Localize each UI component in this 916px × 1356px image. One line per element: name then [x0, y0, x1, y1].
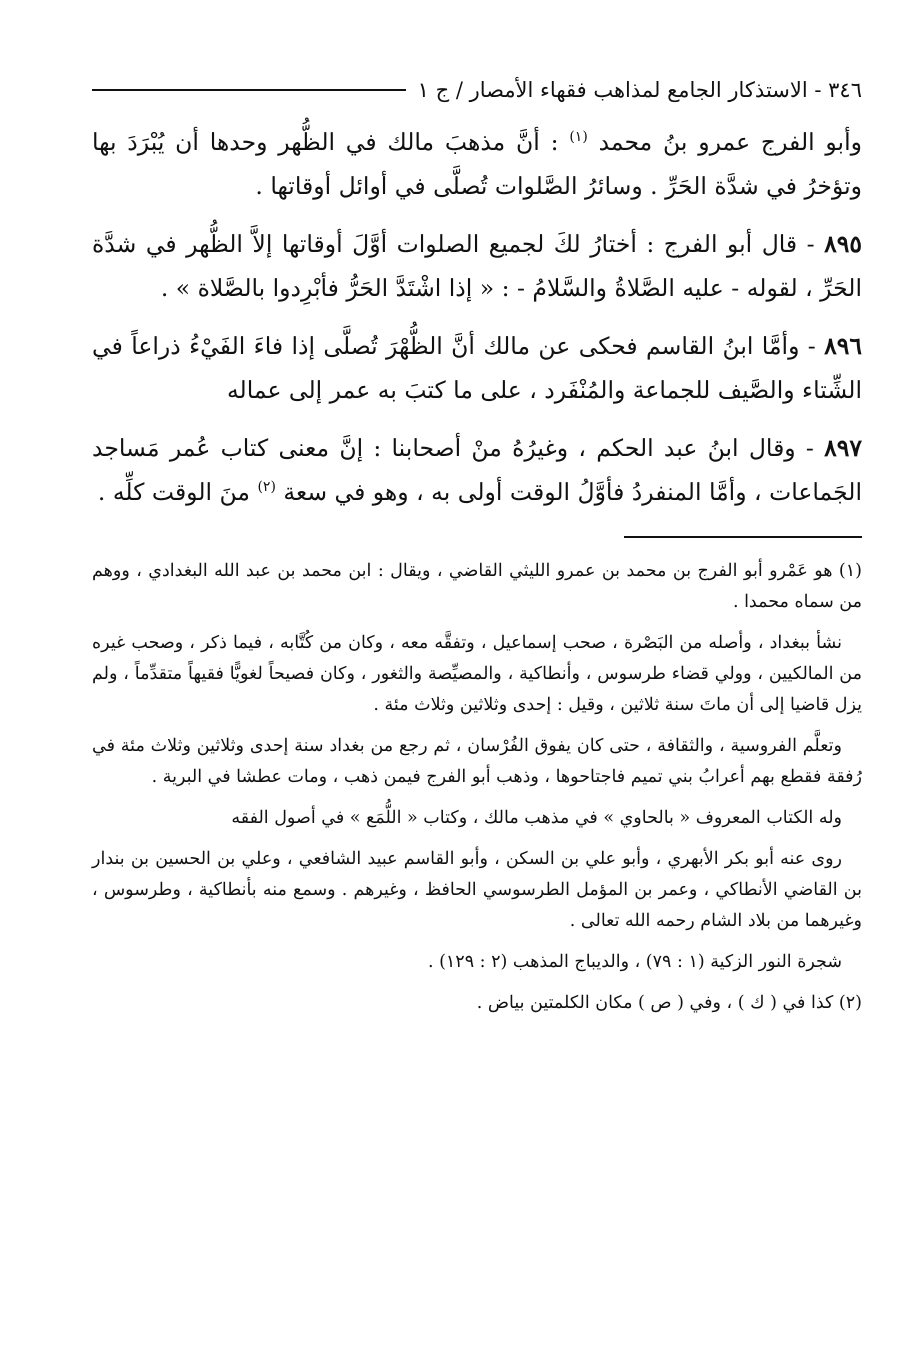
- footnote-ref-1: (١): [569, 129, 588, 146]
- main-text: [92, 120, 862, 514]
- paragraph-897: [92, 426, 862, 514]
- paragraph-number: ٨٩٧: [824, 434, 862, 462]
- footnotes: [92, 556, 862, 1019]
- paragraph-text: منَ الوقت كلِّه .: [97, 478, 250, 506]
- paragraph-text: وأبو الفرج عمرو بنُ محمد: [598, 128, 862, 156]
- paragraph: [92, 120, 862, 208]
- paragraph-text: - وقال ابنُ عبد الحكم ، وغيرُهُ منْ أصحابنا : إنَّ معنى كتاب عُمر مَساجد الجَماعات ، وأمَّا المنفردُ فأوَّلُ الوقت أولى به ، وهو في سعة: [92, 434, 862, 506]
- footnote-1-bio: نشأ ببغداد ، وأصله من البَصْرة ، صحب إسماعيل ، وتفقَّه معه ، وكان من كُتَّابه ، فيما ذكر ، وصحب غيره من المالكيين ، وولي قضاء طرسوس ، وأنطاكية ، والمصيِّصة والثغور ، وكان فصيحاً لغويًّا فقيهاً متقدِّماً ، ولم يزل قاضيا إلى أن ماتَ سنة ثلاثين ، وقيل : إحدى وثلاثين وثلاث مئة .: [92, 633, 862, 715]
- footnote-separator: [624, 536, 862, 538]
- footnote-1-works: وله الكتاب المعروف « بالحاوي » في مذهب مالك ، وكتاب « اللُّمَع » في أصول الفقه: [231, 808, 842, 828]
- footnote-ref-2: (٢): [257, 479, 276, 496]
- paragraph-895: [92, 222, 862, 310]
- footnote-1: (١) هو عَمْرو أبو الفرج بن محمد بن عمرو الليثي القاضي ، ويقال : ابن محمد بن عبد الله البغدادي ، ووهم من سماه محمدا .: [92, 561, 862, 612]
- paragraph-number: ٨٩٥: [824, 230, 862, 258]
- paragraph-number: ٨٩٦: [824, 332, 862, 360]
- paragraph-text: - قال أبو الفرج : أختارُ لكَ لجميع الصلوات أوَّلَ أوقاتها إلاَّ الظُّهر في شدَّة الحَرِّ ، لقوله - عليه الصَّلاةُ والسَّلامُ - : « إذا اشْتَدَّ الحَرُّ فأبْرِدوا بالصَّلاة » .: [92, 230, 862, 302]
- book-page: [92, 70, 862, 1330]
- paragraph-896: [92, 324, 862, 412]
- paragraph-text: - وأمَّا ابنُ القاسم فحكى عن مالك أنَّ الظُّهْرَ تُصلَّى إذا فاءَ الفَيْءُ ذراعاً في الشِّتاء والصَّيف للجماعة والمُنْفَرد ، على ما كتبَ به عمر إلى عماله: [92, 332, 862, 404]
- running-header: [92, 70, 862, 110]
- footnote-2: (٢) كذا في ( ك ) ، وفي ( ص ) مكان الكلمتين بياض .: [476, 993, 862, 1013]
- footnote-1-narrators: روى عنه أبو بكر الأبهري ، وأبو علي بن السكن ، وأبو القاسم عبيد الشافعي ، وعلي بن الحسين بن بندار بن القاضي الأنطاكي ، وعمر بن المؤمل الطرسوسي الحافظ ، وغيرهم . وسمع منه بأنطاكية ، وطرسوس ، وغيرهما من بلاد الشام رحمه الله تعالى .: [92, 849, 862, 931]
- header-rule: [92, 89, 406, 91]
- footnote-1-sources: شجرة النور الزكية (١ : ٧٩) ، والديباج المذهب (٢ : ١٢٩) .: [427, 952, 842, 972]
- running-header-text: ٣٤٦ - الاستذكار الجامع لمذاهب فقهاء الأمصار / ج ١: [417, 78, 862, 102]
- paragraph-text: : أنَّ مذهبَ مالك في الظُّهر وحدها أن يُبْرَدَ بها وتؤخرُ في شدَّة الحَرِّ . وسائرُ الصَّلوات تُصلَّى في أوائل أوقاتها .: [92, 128, 862, 200]
- footnote-1-bio: وتعلَّم الفروسية ، والثقافة ، حتى كان يفوق الفُرْسان ، ثم رجع من بغداد سنة إحدى وثلاثين وثلاث مئة في رُفقة فقطع بهم أعرابُ بني تميم فاجتاحوها ، وذهب أبو الفرج فيمن ذهب ، ومات عطشا في البرية .: [92, 736, 862, 787]
